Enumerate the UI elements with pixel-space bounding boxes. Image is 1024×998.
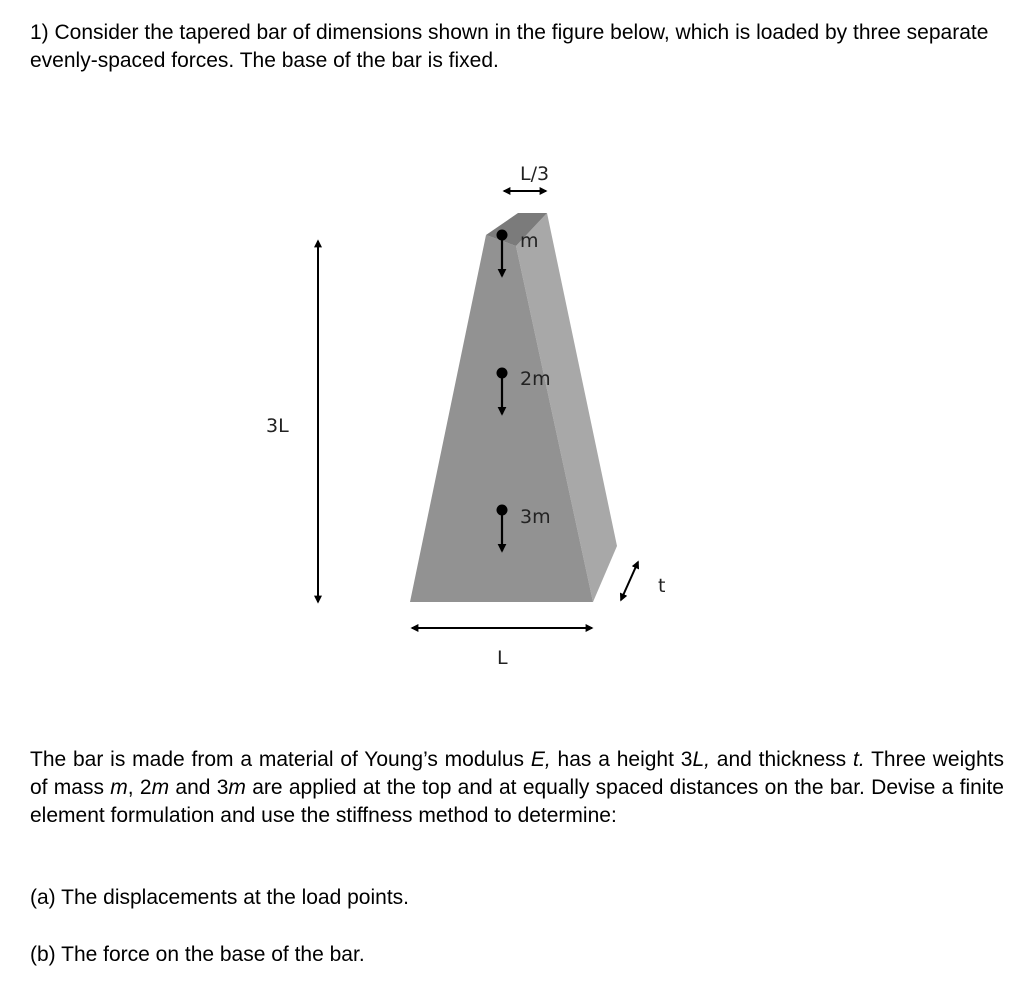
question-description (30, 746, 1004, 830)
part-a: (a) The displacements at the load points. (30, 886, 409, 909)
height-label: 3L (266, 415, 289, 437)
text: has a height 3 (550, 748, 693, 771)
base-width-label: L (497, 647, 508, 669)
part-b: (b) The force on the base of the bar. (30, 943, 365, 966)
load-label-2m: 2m (520, 368, 551, 390)
symbol-m: m (151, 776, 170, 799)
symbol-m: m (228, 776, 246, 799)
text: are applied at the top and at equally spaced distances on the bar. Devise a finite element formulation and use the stiffness method to determine: (30, 776, 1004, 827)
load-label-m: m (520, 230, 539, 252)
text: and thickness (709, 748, 853, 771)
top-width-label: L/3 (520, 163, 550, 185)
load-label-3m: 3m (520, 506, 551, 528)
thickness-label: t (658, 575, 666, 597)
symbol-t: t. (852, 748, 865, 771)
text: , 2 (127, 776, 152, 799)
text: The bar is made from a material of Young’s modulus (30, 748, 531, 771)
symbol-E: E, (530, 748, 551, 771)
text: Three weights of mass (30, 748, 1004, 799)
symbol-m: m (110, 776, 128, 799)
text: and 3 (169, 776, 229, 799)
thickness-dimension-arrow (621, 562, 638, 600)
question-intro: 1) Consider the tapered bar of dimensions shown in the figure below, which is loaded by three separate evenly-spaced forces. The base of the bar is fixed. (30, 21, 989, 72)
symbol-L: L, (692, 748, 710, 771)
